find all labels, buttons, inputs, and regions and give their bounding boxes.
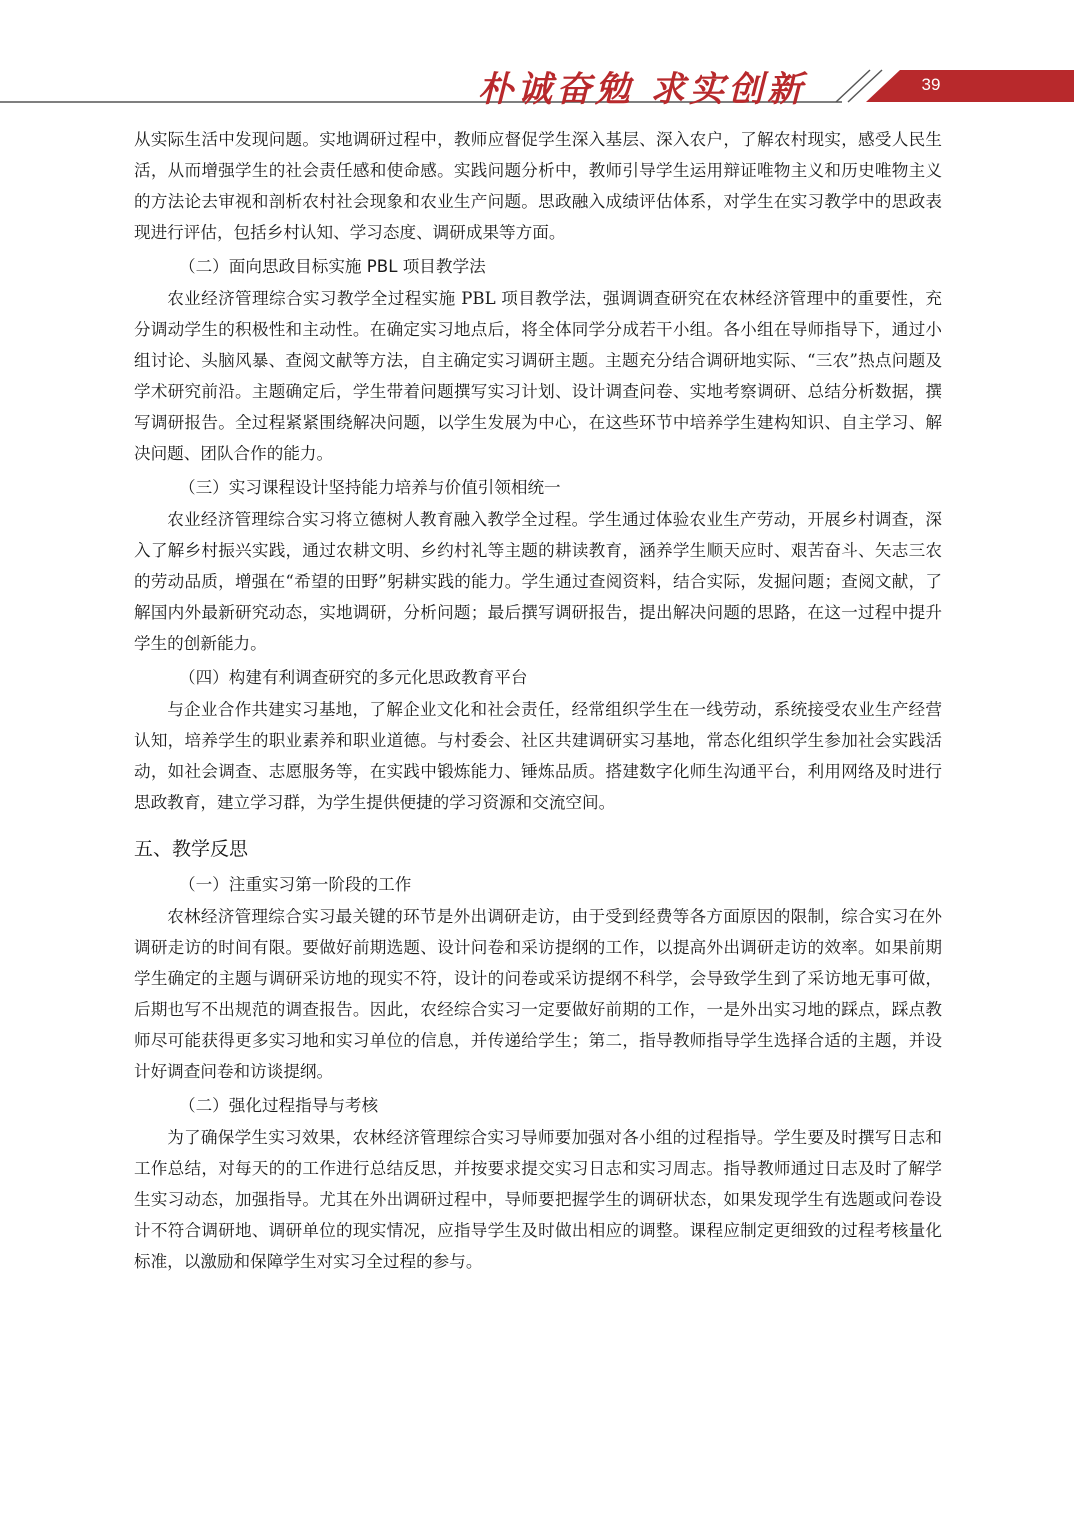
subheading-course-design: （三）实习课程设计坚持能力培养与价值引领相统一 (179, 478, 561, 497)
page-number-tab (866, 70, 1074, 102)
subheading-first-stage: （一）注重实习第一阶段的工作 (179, 875, 412, 894)
paragraph-pbl: 农业经济管理综合实习教学全过程实施 PBL 项目教学法，强调调查研究在农林经济管理中的重要性，充分调动学生的积极性和主动性。在确定实习地点后，将全体同学分成若干小组。各小组在导师指导下，通过小组讨论、头脑风暴、查阅文献等方法，自主确定实习调研主题。主题充分结合调研地实际、“三农”热点问题及学术研究前沿。主题确定后，学生带着问题撰写实习计划、设计调查问卷、实地考察调研、总结分析数据，撰写调研报告。全过程紧紧围绕解决问题，以学生发展为中心，在这些环节中培养学生建构知识、自主学习、解决问题、团队合作的能力。 (134, 289, 942, 463)
paragraph-continued: 从实际生活中发现问题。实地调研过程中，教师应督促学生深入基层、深入农户，了解农村现实，感受人民生活，从而增强学生的社会责任感和使命感。实践问题分析中，教师引导学生运用辩证唯物主义和历史唯物主义的方法论去审视和剖析农村社会现象和农业生产问题。思政融入成绩评估体系，对学生在实习教学中的思政表现进行评估，包括乡村认知、学习态度、调研成果等方面。 (134, 130, 942, 242)
section-heading-reflection: 五、教学反思 (134, 838, 249, 860)
page-number: 39 (921, 75, 941, 94)
page-header (0, 0, 1074, 110)
subheading-pbl: （二）面向思政目标实施 PBL 项目教学法 (179, 257, 486, 276)
paragraph-course-design: 农业经济管理综合实习将立德树人教育融入教学全过程。学生通过体验农业生产劳动，开展乡村调查，深入了解乡村振兴实践，通过农耕文明、乡约村礼等主题的耕读教育，涵养学生顺天应时、艰苦奋斗、矢志三农的劳动品质，增强在“希望的田野”躬耕实践的能力。学生通过查阅资料，结合实际，发掘问题；查阅文献，了解国内外最新研究动态，实地调研，分析问题；最后撰写调研报告，提出解决问题的思路，在这一过程中提升学生的创新能力。 (134, 510, 942, 653)
header-motto: 朴诚奋勉 求实创新 (478, 69, 807, 110)
paragraph-platform: 与企业合作共建实习基地，了解企业文化和社会责任，经常组织学生在一线劳动，系统接受农业生产经营认知，培养学生的职业素养和职业道德。与村委会、社区共建调研实习基地，常态化组织学生参加社会实践活动，如社会调查、志愿服务等，在实践中锻炼能力、锤炼品质。搭建数字化师生沟通平台，利用网络及时进行思政教育，建立学习群，为学生提供便捷的学习资源和交流空间。 (134, 700, 942, 812)
subheading-process-guidance: （二）强化过程指导与考核 (179, 1096, 379, 1115)
page-body (134, 124, 942, 1277)
subheading-platform: （四）构建有利调查研究的多元化思政教育平台 (179, 668, 528, 687)
paragraph-process-guidance: 为了确保学生实习效果，农林经济管理综合实习导师要加强对各小组的过程指导。学生要及时撰写日志和工作总结，对每天的的工作进行总结反思，并按要求提交实习日志和实习周志。指导教师通过日志及时了解学生实习动态，加强指导。尤其在外出调研过程中，导师要把握学生的调研状态，如果发现学生有选题或问卷设计不符合调研地、调研单位的现实情况，应指导学生及时做出相应的调整。课程应制定更细致的过程考核量化标准，以激励和保障学生对实习全过程的参与。 (134, 1128, 942, 1271)
paragraph-first-stage: 农林经济管理综合实习最关键的环节是外出调研走访，由于受到经费等各方面原因的限制，综合实习在外调研走访的时间有限。要做好前期选题、设计问卷和采访提纲的工作，以提高外出调研走访的效率。如果前期学生确定的主题与调研采访地的现实不符，设计的问卷或采访提纲不科学，会导致学生到了采访地无事可做，后期也写不出规范的调查报告。因此，农经综合实习一定要做好前期的工作，一是外出实习地的踩点，踩点教师尽可能获得更多实习地和实习单位的信息，并传递给学生；第二，指导教师指导学生选择合适的主题，并设计好调查问卷和访谈提纲。 (134, 907, 942, 1081)
